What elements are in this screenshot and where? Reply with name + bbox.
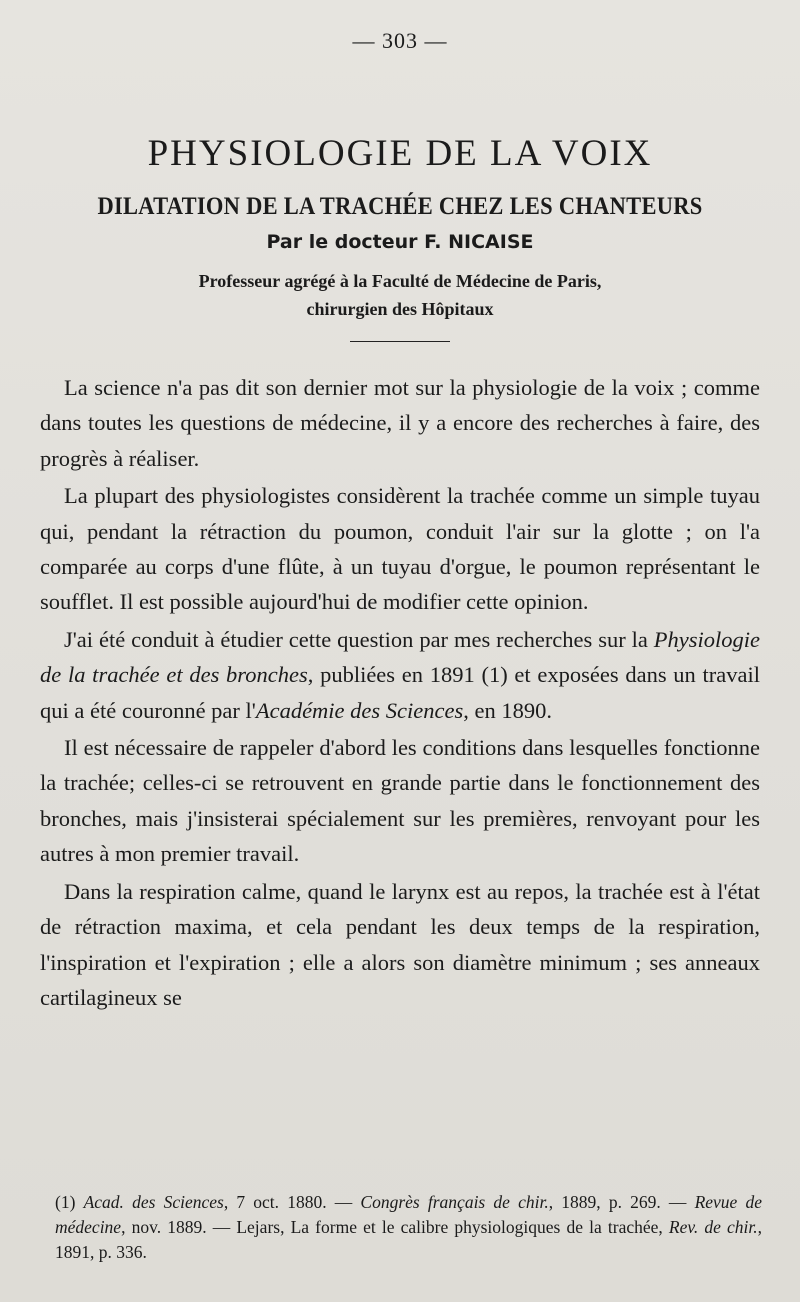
footnote-ref-4: Rev. de chir. [668,1217,758,1237]
page-number: — 303 — [352,28,448,53]
paragraph-2: La plupart des physiologistes considèrent la trachée comme un simple tuyau qui, pendant la rétraction du poumon, conduit l'air sur la glotte ; on l'a comparée au corps d'une flûte, à un tuyau d'orgue, le poumon représentant le soufflet. Il est possible aujourd'hui de modifier cette opinion. [40,483,760,615]
paragraph-1: La science n'a pas dit son dernier mot sur la physiologie de la voix ; comme dans toutes les questions de médecine, il y a encore des recherches à faire, des progrès à réaliser. [40,375,760,471]
article-body [40,370,760,1015]
article-title: PHYSIOLOGIE DE LA VOIX [147,133,653,174]
title-divider [350,341,450,342]
footnote [55,1190,762,1265]
paragraph-3-text-e: , en 1890. [463,697,552,723]
author-affiliation-2: chirurgien des Hôpitaux [306,299,494,319]
footnote-ref-1: Acad. des Sciences [83,1192,224,1212]
footnote-ref-2: Congrès français de chir. [360,1192,549,1212]
paragraph-4: Il est nécessaire de rappeler d'abord les conditions dans lesquelles fonctionne la trachée; celles-ci se retrouvent en grande partie dans le fonctionnement des bronches, mais j'insisterai spécialement sur les premières, renvoyant pour les autres à mon premier travail. [40,735,760,867]
footnote-ref-3: Revue de médecine [55,1192,763,1237]
paragraph-5: Dans la respiration calme, quand le larynx est au repos, la trachée est à l'état de rétraction maxima, et cela pendant les deux temps de la respiration, l'inspiration et l'expiration ; elle a alors son diamètre minimum ; ses anneaux cartilagineux se [40,878,760,1010]
footnote-text-e: , 1889, p. 269. — [548,1192,695,1212]
paragraph-3-title-ref: Physiologie de la trachée et des bronches [40,626,760,688]
paragraph-3 [40,622,760,728]
footnote-number: (1) [55,1192,84,1212]
author-affiliation-1: Professeur agrégé à la Faculté de Médecine de Paris, [198,271,602,291]
footnote-text-g: , nov. 1889. — Lejars, La forme et le calibre physiologiques de la trachée, [121,1217,669,1237]
article-subtitle: DILATATION DE LA TRACHÉE CHEZ LES CHANTEURS [97,193,703,220]
paragraph-3-text-c: , publiées en 1891 (1) et exposées dans un travail qui a été couronné par l' [40,662,760,723]
paragraph-3-text-a: J'ai été conduit à étudier cette question par mes recherches sur la [64,626,654,652]
author-line: Par le docteur F. NICAISE [266,231,534,253]
paragraph-3-academy-ref: Académie des Sciences [255,697,464,723]
footnote-text-c: , 7 oct. 1880. — [223,1192,361,1212]
footnote-text-i: , 1891, p. 336. [55,1217,762,1262]
